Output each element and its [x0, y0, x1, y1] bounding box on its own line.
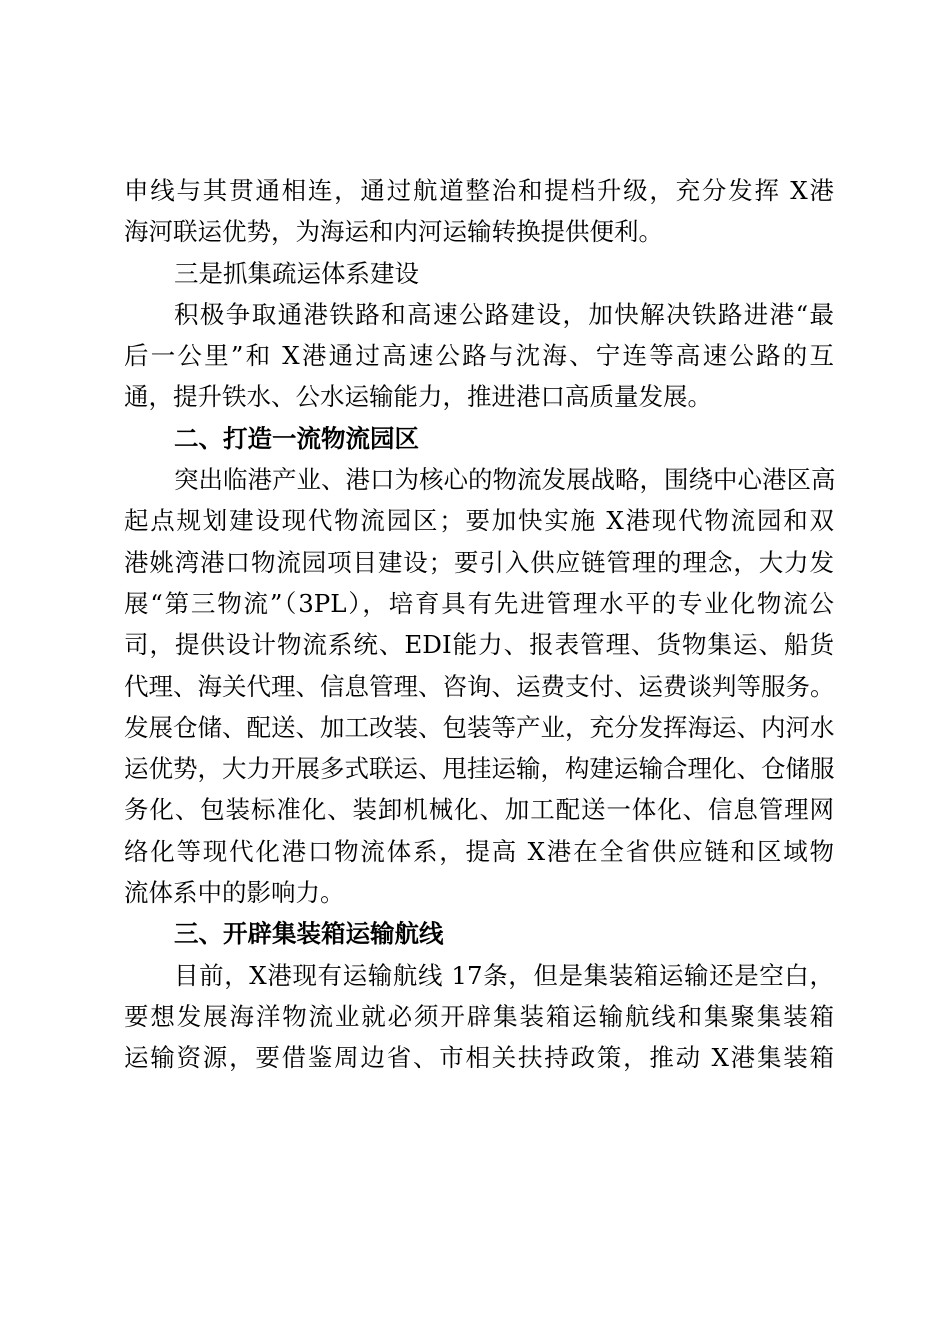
paragraph-line: 通，提升铁水、公水运输能力，推进港口高质量发展。 [124, 382, 712, 412]
paragraph-line: 运输资源，要借鉴周边省、市相关扶持政策，推动 X港集装箱 [124, 1043, 834, 1073]
paragraph-line: 后一公里”和 X港通过高速公路与沈海、宁连等高速公路的互 [124, 341, 834, 371]
section-heading: 二、打造一流物流园区 [174, 423, 419, 453]
paragraph-line: 展“第三物流”（3PL），培育具有先进管理水平的专业化物流公 [124, 588, 834, 618]
document-body [124, 170, 834, 1079]
paragraph-line: 港姚湾港口物流园项目建设；要引入供应链管理的理念，大力发 [124, 547, 834, 577]
paragraph-line: 流体系中的影响力。 [124, 878, 345, 908]
paragraph-line: 络化等现代化港口物流体系，提高 X港在全省供应链和区域物 [124, 836, 834, 866]
paragraph-line: 起点规划建设现代物流园区；要加快实施 X港现代物流园和双 [124, 506, 834, 536]
subsection-title: 三是抓集疏运体系建设 [174, 258, 419, 288]
paragraph-line: 目前，X港现有运输航线 17条，但是集装箱运输还是空白， [174, 960, 834, 990]
paragraph-line: 申线与其贯通相连，通过航道整治和提档升级，充分发挥 X港 [124, 176, 834, 205]
paragraph-line: 海河联运优势，为海运和内河运输转换提供便利。 [124, 217, 663, 247]
paragraph-line: 代理、海关代理、信息管理、咨询、运费支付、运费谈判等服务。 [124, 671, 835, 701]
paragraph-line: 务化、包装标准化、装卸机械化、加工配送一体化、信息管理网 [124, 795, 834, 825]
paragraph-line: 突出临港产业、港口为核心的物流发展战略，围绕中心港区高 [174, 465, 836, 495]
paragraph-line: 司，提供设计物流系统、EDI能力、报表管理、货物集运、船货 [124, 630, 834, 660]
paragraph-line: 要想发展海洋物流业就必须开辟集装箱运输航线和集聚集装箱 [124, 1001, 834, 1031]
section-heading: 三、开辟集装箱运输航线 [174, 919, 444, 949]
paragraph-line: 运优势，大力开展多式联运、甩挂运输，构建运输合理化、仓储服 [124, 754, 835, 784]
paragraph-line: 发展仓储、配送、加工改装、包装等产业，充分发挥海运、内河水 [124, 712, 835, 742]
paragraph-line: 积极争取通港铁路和高速公路建设，加快解决铁路进港“最 [174, 299, 834, 329]
